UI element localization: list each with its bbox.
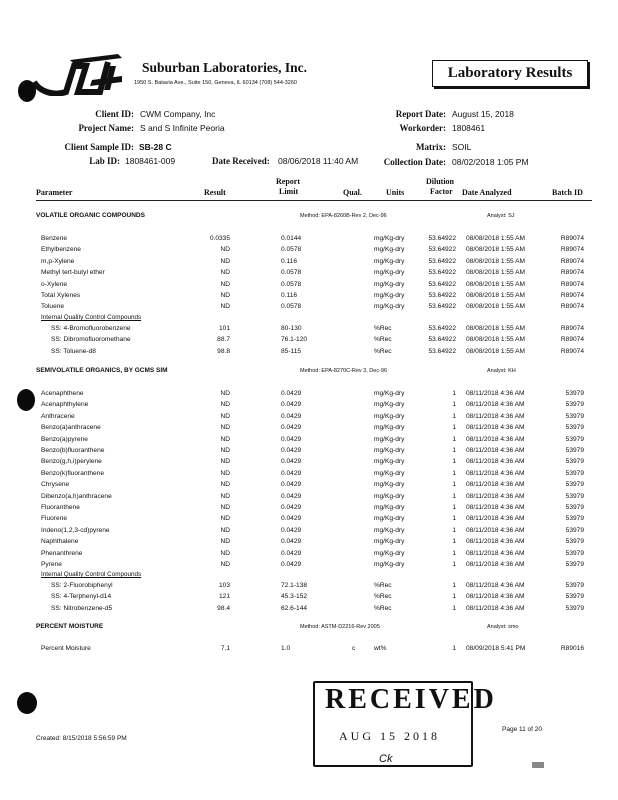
cell-param: Anthracene [41, 412, 75, 420]
cell-dil: 1 [452, 645, 456, 652]
cell-limit: 0.0429 [281, 447, 302, 454]
table-row [0, 643, 618, 654]
cell-dil: 1 [452, 549, 456, 557]
cell-batch: 53979 [565, 538, 584, 546]
cell-dil: 1 [452, 582, 456, 589]
cell-dil: 53.64922 [428, 347, 456, 355]
cell-batch: 53979 [565, 492, 584, 500]
cell-param: Fluorene [41, 515, 68, 523]
cell-batch: 53979 [565, 526, 584, 534]
cell-result: ND [220, 492, 230, 500]
svoc-analyst: Analyst: KH [487, 368, 516, 374]
cell-units: mg/Kg-dry [374, 257, 405, 265]
cell-date: 08/08/2018 1:55 AM [466, 303, 526, 311]
cell-param: Naphthalene [41, 538, 79, 546]
cell-dil: 1 [452, 469, 456, 477]
cell-dil: 53.64922 [428, 269, 456, 277]
cell-limit: 85-115 [281, 347, 302, 355]
cell-result: ND [220, 549, 230, 557]
cell-units: mg/Kg-dry [374, 246, 405, 254]
table-row [0, 479, 618, 490]
cell-dil: 1 [452, 504, 456, 511]
cell-param: SS: Dibromofluoromethane [51, 336, 131, 344]
cell-dil: 53.64922 [428, 292, 456, 299]
cell-units: mg/Kg-dry [374, 303, 405, 311]
cell-param: Ethylbenzene [41, 246, 81, 254]
cell-result: ND [220, 292, 230, 299]
cell-limit: 0.0429 [281, 390, 302, 397]
table-row [0, 502, 618, 513]
cell-result: ND [220, 469, 230, 477]
cell-limit: 0.0429 [281, 561, 302, 568]
cell-param: m,p-Xylene [41, 257, 75, 265]
cell-result: ND [220, 246, 230, 254]
table-row [0, 445, 618, 456]
cell-date: 08/11/2018 4:36 AM [466, 401, 525, 409]
cell-result: ND [220, 561, 230, 568]
cell-date: 08/11/2018 4:36 AM [466, 447, 525, 454]
cell-dil: 53.64922 [428, 280, 456, 288]
table-row [0, 591, 618, 602]
table-row [0, 603, 618, 614]
cell-batch: R89074 [560, 292, 584, 299]
cell-date: 08/08/2018 1:55 AM [466, 246, 526, 254]
cell-result: ND [220, 401, 230, 409]
cell-limit: 0.0429 [281, 492, 302, 500]
table-row [0, 525, 618, 536]
cell-limit: 0.0429 [281, 481, 302, 489]
lab-id-label: Lab ID: [89, 156, 120, 166]
cell-result: ND [220, 280, 230, 288]
report-date-value: August 15, 2018 [452, 109, 514, 119]
cell-param: Percent Moisture [41, 645, 91, 652]
cell-param: Benzo(a)pyrene [41, 435, 88, 443]
cell-date: 08/11/2018 4:36 AM [466, 424, 525, 432]
cell-limit: 0.0578 [281, 269, 302, 277]
cell-date: 08/09/2018 5:41 PM [466, 645, 526, 652]
table-row [0, 536, 618, 547]
cell-dil: 53.64922 [428, 336, 456, 344]
cell-date: 08/11/2018 4:36 AM [466, 549, 525, 557]
cell-limit: 0.0429 [281, 515, 302, 523]
received-stamp [313, 681, 497, 767]
cell-limit: 0.0578 [281, 303, 302, 311]
cell-result: ND [220, 458, 230, 466]
cell-result: ND [220, 424, 230, 432]
cell-param: Benzo(b)fluoranthene [41, 447, 105, 454]
cell-dil: 53.64922 [428, 257, 456, 265]
table-row [0, 513, 618, 524]
cell-dil: 1 [452, 390, 456, 397]
cell-limit: 0.116 [281, 292, 298, 299]
cell-dil: 53.64922 [428, 325, 456, 332]
table-row [0, 399, 618, 410]
cell-limit: 62.6-144 [281, 604, 308, 612]
table-row [0, 411, 618, 422]
moisture-analyst: Analyst: smo [487, 624, 519, 630]
cell-result: ND [220, 390, 230, 397]
matrix-value: SOIL [452, 142, 472, 152]
cell-units: mg/Kg-dry [374, 235, 405, 242]
cell-batch: 53979 [565, 504, 584, 511]
cell-date: 08/08/2018 1:55 AM [466, 235, 526, 242]
cell-dil: 1 [452, 412, 456, 420]
col-qual: Qual. [343, 188, 362, 197]
header-rule [36, 200, 592, 201]
cell-date: 08/11/2018 4:36 AM [466, 582, 525, 589]
cell-batch: 53979 [565, 481, 584, 489]
stamp-word: RECEIVED [325, 684, 497, 715]
cell-batch: R89074 [560, 325, 584, 332]
cell-result: ND [220, 515, 230, 523]
table-row [0, 323, 618, 334]
cell-units: mg/Kg-dry [374, 538, 405, 546]
cell-dil: 1 [452, 435, 456, 443]
date-received-label: Date Received: [212, 156, 270, 166]
table-row [0, 244, 618, 255]
cell-date: 08/11/2018 4:36 AM [466, 593, 525, 601]
cell-date: 08/08/2018 1:55 AM [466, 336, 526, 344]
workorder-value: 1808461 [452, 123, 486, 133]
cell-units: mg/Kg-dry [374, 492, 405, 500]
cell-param: Total Xylenes [41, 292, 81, 299]
cell-batch: R89074 [560, 303, 584, 311]
cell-param: Benzo(k)fluoranthene [41, 469, 105, 477]
table-row [0, 559, 618, 570]
cell-date: 08/11/2018 4:36 AM [466, 492, 525, 500]
client-id-value: CWM Company, Inc [140, 109, 216, 119]
cell-batch: R89074 [560, 347, 584, 355]
svoc-qc-title: Internal Quality Control Compounds [41, 571, 142, 578]
cell-units: mg/Kg-dry [374, 280, 405, 288]
col-units: Units [386, 188, 405, 197]
cell-result: 98.4 [217, 604, 230, 612]
cell-units: mg/Kg-dry [374, 504, 405, 511]
cell-batch: 53979 [565, 561, 584, 568]
cell-batch: 53979 [565, 447, 584, 454]
cell-param: Benzene [41, 235, 68, 242]
cell-date: 08/11/2018 4:36 AM [466, 469, 525, 477]
cell-param: Pyrene [41, 561, 62, 568]
moisture-section-title: PERCENT MOISTURE [36, 623, 104, 630]
cell-param: SS: Toluene-d8 [51, 347, 96, 355]
table-row [0, 456, 618, 467]
cell-date: 08/11/2018 4:36 AM [466, 604, 525, 612]
cell-units: mg/Kg-dry [374, 390, 405, 397]
cell-limit: 0.0429 [281, 538, 302, 546]
created-timestamp: Created: 8/15/2018 5:56:59 PM [36, 735, 127, 742]
cell-date: 08/11/2018 4:36 AM [466, 526, 525, 534]
cell-result: 0.0335 [209, 235, 230, 242]
col-factor: Factor [430, 187, 453, 196]
cell-dil: 1 [452, 401, 456, 409]
cell-limit: 0.116 [281, 257, 298, 265]
cell-limit: 45.3-152 [281, 593, 308, 601]
cell-limit: 0.0429 [281, 526, 302, 534]
cell-units: mg/Kg-dry [374, 412, 405, 420]
stamp-date: AUG 15 2018 [339, 729, 440, 743]
table-row [0, 388, 618, 399]
cell-batch: 53979 [565, 435, 584, 443]
cell-result: 103 [218, 582, 230, 589]
cell-date: 08/11/2018 4:36 AM [466, 435, 525, 443]
cell-date: 08/11/2018 4:36 AM [466, 515, 525, 523]
cell-dil: 1 [452, 481, 456, 489]
cell-param: SS: 4-Terphenyl-d14 [51, 593, 112, 601]
cell-units: mg/Kg-dry [374, 435, 405, 443]
client-id-label: Client ID: [95, 109, 134, 119]
cell-param: SS: Nitrobenzene-d5 [51, 604, 113, 612]
punch-hole-bottom [17, 692, 37, 714]
sample-id-value: SB-28 C [139, 142, 172, 152]
table-row [0, 290, 618, 301]
cell-units: mg/Kg-dry [374, 292, 405, 299]
project-value: S and S Infinite Peoria [140, 123, 225, 133]
table-row [0, 491, 618, 502]
cell-param: Acenaphthylene [41, 401, 89, 409]
collection-date-label: Collection Date: [383, 157, 446, 167]
cell-result: ND [220, 269, 230, 277]
project-label: Project Name: [78, 123, 134, 133]
cell-limit: 72.1-138 [281, 582, 308, 589]
cell-limit: 0.0429 [281, 424, 302, 432]
col-dilution: Dilution [426, 177, 455, 186]
cell-param: Methyl tert-butyl ether [41, 269, 105, 277]
cell-batch: 53979 [565, 604, 584, 612]
cell-limit: 0.0429 [281, 549, 302, 557]
cell-date: 08/11/2018 4:36 AM [466, 412, 525, 420]
cell-limit: 0.0429 [281, 469, 302, 477]
cell-units: mg/Kg-dry [374, 481, 405, 489]
cell-date: 08/08/2018 1:55 AM [466, 292, 526, 299]
cell-batch: 53979 [565, 390, 584, 397]
cell-result: ND [220, 504, 230, 511]
cell-date: 08/11/2018 4:36 AM [466, 561, 525, 568]
table-row [0, 256, 618, 267]
cell-units: mg/Kg-dry [374, 526, 405, 534]
cell-dil: 53.64922 [428, 246, 456, 254]
cell-limit: 0.0429 [281, 401, 302, 409]
cell-date: 08/08/2018 1:55 AM [466, 280, 526, 288]
workorder-label: Workorder: [399, 123, 446, 133]
cell-dil: 1 [452, 424, 456, 432]
cell-dil: 1 [452, 515, 456, 523]
lab-id-value: 1808461-009 [125, 156, 176, 166]
cell-batch: R89016 [560, 645, 584, 652]
col-date-analyzed: Date Analyzed [462, 188, 512, 197]
cell-date: 08/08/2018 1:55 AM [466, 269, 526, 277]
voc-method: Method: EPA-8260B-Rev 2, Dec-96 [300, 213, 387, 219]
voc-section-title: VOLATILE ORGANIC COMPOUNDS [36, 212, 145, 219]
cell-batch: 53979 [565, 582, 584, 589]
cell-batch: R89074 [560, 246, 584, 254]
cell-param: Benzo(g,h,i)perylene [41, 458, 102, 466]
cell-result: 101 [218, 325, 230, 332]
cell-limit: 80-130 [281, 325, 302, 332]
table-row [0, 548, 618, 559]
cell-dil: 1 [452, 526, 456, 534]
cell-units: mg/Kg-dry [374, 515, 405, 523]
cell-result: ND [220, 257, 230, 265]
cell-param: Phenanthrene [41, 549, 83, 557]
report-date-label: Report Date: [395, 109, 446, 119]
cell-result: ND [220, 526, 230, 534]
cell-param: Toluene [41, 303, 65, 311]
cell-date: 08/08/2018 1:55 AM [466, 347, 526, 355]
cell-units: %Rec [374, 604, 392, 612]
cell-batch: R89074 [560, 235, 584, 242]
cell-result: ND [220, 303, 230, 311]
cell-result: ND [220, 435, 230, 443]
moisture-method: Method: ASTM-D2216-Rev 2005 [300, 624, 380, 630]
table-row [0, 233, 618, 244]
cell-units: mg/Kg-dry [374, 549, 405, 557]
svoc-section-title: SEMIVOLATILE ORGANICS, BY GCMS SIM [36, 367, 168, 374]
cell-limit: 0.0429 [281, 504, 302, 511]
cell-dil: 1 [452, 604, 456, 612]
cell-result: 88.7 [217, 336, 230, 344]
report-title: Laboratory Results [432, 60, 588, 87]
cell-units: %Rec [374, 336, 392, 344]
table-row [0, 434, 618, 445]
col-batch-id: Batch ID [552, 188, 583, 197]
col-limit: Limit [279, 187, 299, 196]
lab-logo [30, 52, 128, 96]
cell-result: ND [220, 481, 230, 489]
cell-dil: 53.64922 [428, 235, 456, 242]
cell-date: 08/11/2018 4:36 AM [466, 538, 525, 546]
table-row [0, 422, 618, 433]
cell-batch: 53979 [565, 412, 584, 420]
cell-batch: R89074 [560, 257, 584, 265]
cell-batch: 53979 [565, 469, 584, 477]
cell-units: %Rec [374, 582, 392, 589]
cell-batch: 53979 [565, 515, 584, 523]
cell-units: mg/Kg-dry [374, 447, 405, 454]
cell-batch: 53979 [565, 593, 584, 601]
cell-result: ND [220, 412, 230, 420]
cell-limit: 0.0429 [281, 435, 302, 443]
cell-param: Dibenzo(a,h)anthracene [41, 492, 112, 500]
svoc-method: Method: EPA-8270C-Rev 3, Dec-96 [300, 368, 388, 374]
cell-units: mg/Kg-dry [374, 561, 405, 568]
cell-date: 08/11/2018 4:36 AM [466, 458, 525, 466]
cell-param: SS: 2-Fluorobiphenyl [51, 582, 113, 589]
cell-dil: 1 [452, 492, 456, 500]
lab-name: Suburban Laboratories, Inc. [142, 60, 308, 75]
cell-batch: 53979 [565, 549, 584, 557]
cell-batch: R89074 [560, 336, 584, 344]
voc-analyst: Analyst: SJ [487, 213, 515, 219]
stamp-initials: Ck [379, 753, 393, 765]
table-row [0, 468, 618, 479]
table-row [0, 346, 618, 357]
cell-units: mg/Kg-dry [374, 458, 405, 466]
cell-limit: 0.0429 [281, 458, 302, 466]
cell-dil: 1 [452, 561, 456, 568]
cell-date: 08/11/2018 4:36 AM [466, 504, 525, 511]
cell-units: wt% [374, 645, 387, 652]
cell-units: %Rec [374, 593, 392, 601]
cell-units: mg/Kg-dry [374, 424, 405, 432]
cell-batch: R89074 [560, 269, 584, 277]
cell-param: Acenaphthene [41, 390, 84, 397]
table-row [0, 334, 618, 345]
cell-batch: R89074 [560, 280, 584, 288]
voc-qc-title: Internal Quality Control Compounds [41, 314, 142, 321]
cell-param: Benzo(a)anthracene [41, 424, 101, 432]
cell-limit: 76.1-120 [281, 336, 308, 344]
col-parameter: Parameter [36, 188, 73, 197]
cell-result: 7.1 [220, 645, 230, 652]
cell-limit: 1.0 [281, 645, 291, 652]
cell-result: 121 [218, 593, 230, 601]
matrix-label: Matrix: [416, 142, 446, 152]
col-result: Result [204, 188, 226, 197]
cell-limit: 0.0578 [281, 246, 302, 254]
cell-dil: 1 [452, 458, 456, 466]
table-row [0, 267, 618, 278]
cell-units: %Rec [374, 347, 392, 355]
cell-batch: 53979 [565, 424, 584, 432]
cell-param: o-Xylene [41, 280, 68, 288]
date-received-value: 08/06/2018 11:40 AM [278, 156, 359, 166]
cell-result: ND [220, 447, 230, 454]
cell-date: 08/11/2018 4:36 AM [466, 390, 525, 397]
cell-dil: 1 [452, 593, 456, 601]
cell-dil: 1 [452, 447, 456, 454]
page-number: Page 11 of 20 [502, 726, 542, 733]
cell-batch: 53979 [565, 458, 584, 466]
table-row [0, 301, 618, 312]
scan-mark [532, 762, 544, 768]
cell-units: mg/Kg-dry [374, 401, 405, 409]
col-report: Report [276, 177, 300, 186]
cell-units: mg/Kg-dry [374, 469, 405, 477]
cell-batch: 53979 [565, 401, 584, 409]
cell-date: 08/08/2018 1:55 AM [466, 257, 526, 265]
collection-date-value: 08/02/2018 1:05 PM [452, 157, 529, 167]
cell-units: %Rec [374, 325, 392, 332]
sample-id-label: Client Sample ID: [64, 142, 134, 152]
cell-units: mg/Kg-dry [374, 269, 405, 277]
cell-limit: 0.0144 [281, 235, 302, 242]
cell-limit: 0.0429 [281, 412, 302, 420]
cell-param: Fluoranthene [41, 504, 80, 511]
cell-param: Chrysene [41, 481, 70, 489]
cell-dil: 53.64922 [428, 303, 456, 311]
cell-param: SS: 4-Bromofluorobenzene [51, 325, 131, 332]
lab-address: 1950 S. Batavia Ave., Suite 150, Geneva, IL 60134 (708) 544-3260 [134, 80, 297, 86]
table-row [0, 580, 618, 591]
cell-limit: 0.0578 [281, 280, 302, 288]
table-row [0, 279, 618, 290]
cell-qual: c [352, 645, 356, 652]
cell-result: 98.8 [217, 347, 230, 355]
cell-result: ND [220, 538, 230, 546]
cell-date: 08/08/2018 1:55 AM [466, 325, 526, 332]
cell-dil: 1 [452, 538, 456, 546]
cell-param: Indeno(1,2,3-cd)pyrene [41, 526, 110, 534]
cell-date: 08/11/2018 4:36 AM [466, 481, 525, 489]
